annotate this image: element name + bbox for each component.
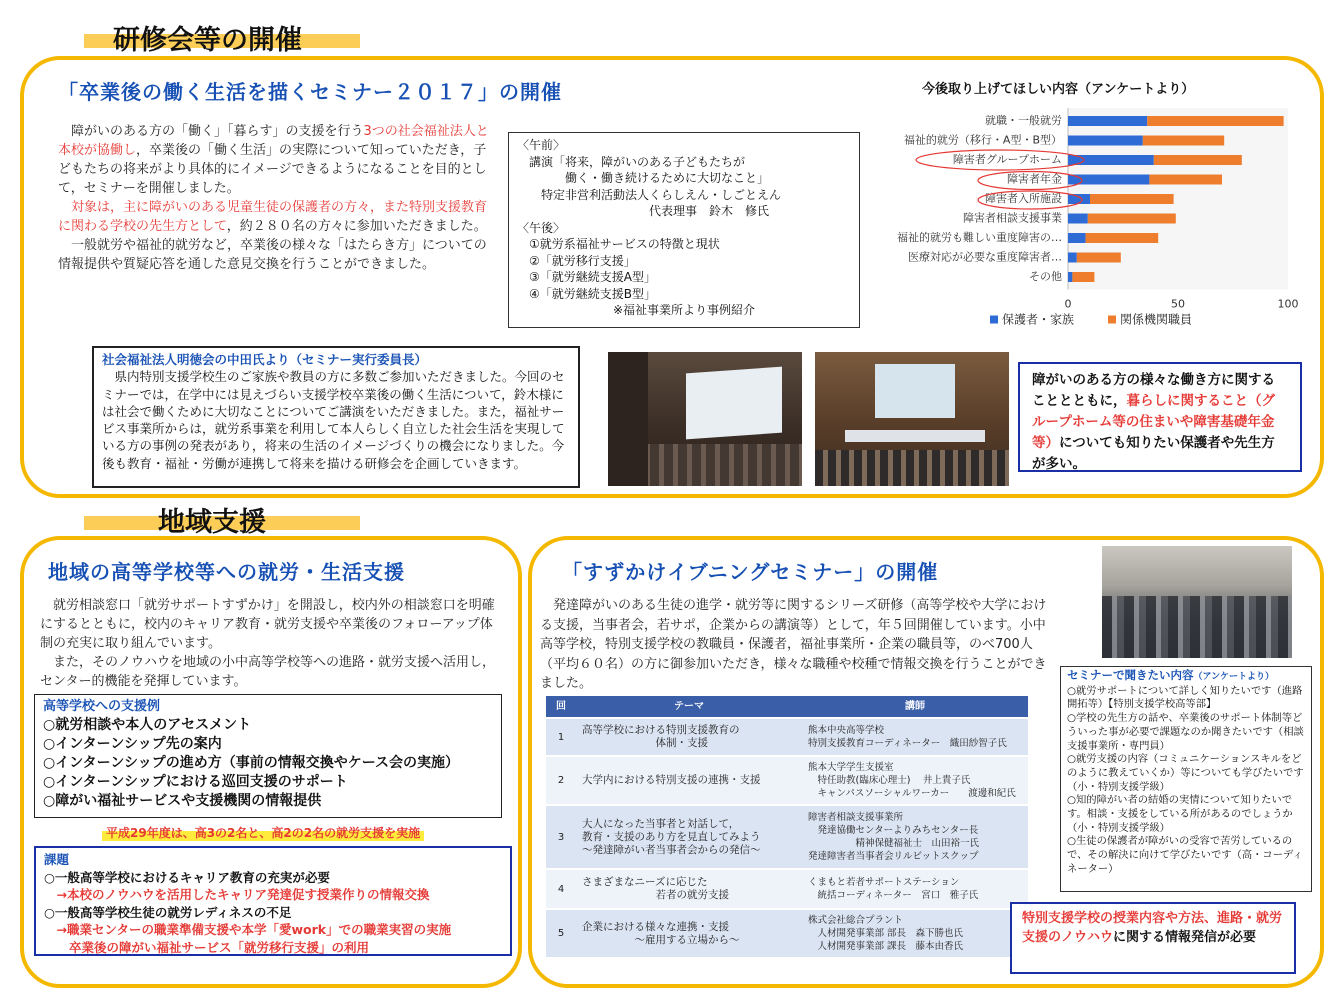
table-row bbox=[546, 756, 1028, 805]
table-cell-theme: 大人になった当事者と対話して， 教育・支援のあり方を見直してみよう ～発達障がい者当事者会からの発信～ bbox=[576, 805, 802, 869]
want-item: ○就労サポートについて詳しく知りたいです（進路開拓等）【特別支援学校高等部】 bbox=[1067, 684, 1303, 711]
program-line: ※福祉事業所より事例紹介 bbox=[517, 303, 756, 317]
chart-category-label: 医療対応が必要な重度障害者… bbox=[908, 250, 1062, 264]
chart-bar-staff bbox=[1149, 175, 1222, 185]
chart-bar-staff bbox=[1086, 233, 1159, 243]
evening-title: 「すずかけイブニングセミナー」の開催 bbox=[562, 560, 939, 584]
program-line: ③「就労継続支援A型」 bbox=[517, 270, 656, 284]
table-cell-speaker: くまもと若者サポートステーション 統括コーディネーター 宮口 雅子氏 bbox=[802, 869, 1028, 909]
chart-category-label: 障害者相談支援事業 bbox=[963, 211, 1062, 225]
table-cell-theme: 大学内における特別支援の連携・支援 bbox=[576, 756, 802, 805]
issue-item: →職業センターの職業準備支援や本学「愛work」での職業実習の実施 bbox=[44, 922, 452, 937]
seminar-photo-2 bbox=[815, 352, 1009, 486]
issues-title: 課題 bbox=[44, 852, 70, 867]
section-title-training: 研修会等の開催 bbox=[113, 25, 302, 56]
example-item: ○障がい福祉サービスや支援機関の情報提供 bbox=[43, 793, 322, 809]
chart-tick-label: 100 bbox=[1277, 297, 1299, 311]
th-speaker: 講師 bbox=[905, 701, 925, 712]
table-row bbox=[546, 718, 1028, 756]
chart-category-label: 福祉的就労（移行・A型・B型） bbox=[903, 133, 1062, 147]
table-row bbox=[546, 909, 1028, 957]
chart-bar-staff bbox=[1072, 272, 1094, 282]
examples-list bbox=[43, 716, 493, 811]
issue-item: 卒業後の障がい福祉サービス「就労移行支援」の利用 bbox=[44, 939, 370, 955]
chart-category-label: 障害者入所施設 bbox=[985, 192, 1062, 205]
comment-body: 県内特別支援学校生のご家族や教員の方に多数ご参加いただきました。今回のセミナーでは，在学中には見えづらい支援学校卒業後の働く生活について，鈴木様には社会で働くために大切なことについてご講演をいただきました。また，福祉サービス事業所からは，就労系事業を利用して本人らしく自立した社会生活を実現している方の事例の発表があり，将来の生活のイメージづくりの機会になりました。今後も教育・福祉・労働が連携して将来を描ける研修会を企画していきます。 bbox=[102, 369, 565, 471]
chart-tick-label: 0 bbox=[1064, 297, 1072, 311]
chart-legend-label: 関係機関職員 bbox=[1120, 312, 1193, 327]
table-cell-speaker: 熊本中央高等学校 特別支援教育コーディネーター 織田紗智子氏 bbox=[802, 718, 1028, 756]
example-item: ○インターンシップの進め方（事前の情報交換やケース会の実施） bbox=[43, 755, 460, 771]
seminar-note: 障がいのある方の様々な働き方に関することとともに，暮らしに関すること（グループホーム等の住まいや障害基礎年金等）についても知りたい保護者や先生方が多い。 bbox=[1018, 362, 1302, 472]
section-title-regional: 地域支援 bbox=[158, 507, 266, 538]
want-item: ○学校の先生方の話や、卒業後のサポート体制等どういった事が必要で課題なのか聞きたいです（相談支援事業所・専門員） bbox=[1067, 712, 1304, 752]
want-item: ○知的障がい者の結婚の実情について知りたいです。相談・支援をしている所があるのでしょうか（小・特別支援学級） bbox=[1067, 794, 1293, 834]
support-highlight: 平成29年度は、高3の2名と、高2の2名の就労支援を実施 bbox=[102, 824, 424, 841]
th-theme: テーマ bbox=[674, 701, 704, 712]
support-issues bbox=[34, 846, 512, 956]
issue-item: ○一般高等学校におけるキャリア教育の充実が必要 bbox=[44, 869, 330, 885]
chart-category-label: 福祉的就労も難しい重度障害の… bbox=[897, 231, 1062, 244]
issues-list bbox=[44, 869, 502, 957]
table-cell-theme: 企業における様々な連携・支援 ～雇用する立場から～ bbox=[576, 909, 802, 957]
program-line: 〈午前〉 bbox=[517, 138, 566, 152]
program-line: ④「就労継続支援B型」 bbox=[517, 286, 656, 301]
th-no: 回 bbox=[556, 701, 566, 712]
chart-category-label: その他 bbox=[1029, 270, 1062, 283]
chart-category-label: 障害者年金 bbox=[1007, 172, 1062, 186]
table-cell-theme: さまざまなニーズに応じた 若者の就労支援 bbox=[576, 869, 802, 909]
example-item: ○インターンシップ先の案内 bbox=[43, 736, 222, 752]
chart-bar-staff bbox=[1143, 136, 1224, 146]
support-description: 就労相談窓口「就労サポートすずかけ」を開設し，校内外の相談窓口を明確にするとともに，校内のキャリア教育・就労支援や卒業後のフォローアップ体制の充実に取り組んでいます。 また，そのノウハウを地域の小中高等学校等への進路・就労支援へ活用し，センター的機能を発揮しています。 bbox=[40, 598, 496, 689]
comment-title: 社会福祉法人明徳会の中田氏より（セミナー実行委員長） bbox=[102, 352, 428, 367]
chart-bar-guardian bbox=[1068, 155, 1154, 165]
chart-legend-swatch bbox=[1108, 316, 1116, 324]
chart-legend-label: 保護者・家族 bbox=[1002, 312, 1075, 327]
program-line: ②「就労移行支援」 bbox=[517, 253, 636, 268]
issue-item: ○一般高等学校生徒の就労レディネスの不足 bbox=[44, 904, 292, 920]
seminar-wants bbox=[1060, 666, 1312, 892]
program-line: 講演「将来，障がいのある子どもたちが bbox=[517, 154, 746, 169]
program-line: 〈午後〉 bbox=[517, 220, 566, 235]
table-row bbox=[546, 805, 1028, 869]
issue-item: →本校のノウハウを活用したキャリア発達促す授業作りの情報交換 bbox=[44, 887, 430, 902]
chart-bar-staff bbox=[1088, 214, 1176, 224]
table-cell-no: 1 bbox=[546, 718, 576, 756]
table-cell-no: 3 bbox=[546, 805, 576, 869]
chart-bar-guardian bbox=[1068, 233, 1086, 243]
chart-bar-staff bbox=[1154, 155, 1242, 165]
chart-tick-label: 50 bbox=[1171, 297, 1185, 311]
seminar-program bbox=[508, 132, 860, 328]
seminar-description: 障がいのある方の「働く」「暮らす」の支援を行う3つの社会福祉法人と本校が協働し，卒業後の「働く生活」の実際について知っていただき，子どもたちの将来がより具体的にイメージできるようになることを目的として，セミナーを開催しました。 対象は，主に障がいのある児童生徒の保護者の方々，また特別支援教育に関わる学校の先生方として，約２８０名の方々に参加いただきました。 一般就労や福祉的就労など，卒業後の様々な「はたらき方」についての情報提供や質疑応答を通した意見交換を行うことができました。 bbox=[58, 124, 489, 272]
chart-bar-guardian bbox=[1068, 272, 1072, 282]
evening-photo bbox=[1102, 546, 1292, 658]
program-line: ①就労系福祉サービスの特徴と現状 bbox=[517, 237, 720, 251]
program-line: 働く・働き続けるために大切なこと」 bbox=[517, 171, 770, 185]
table-cell-no: 5 bbox=[546, 909, 576, 957]
seminar-photo-1 bbox=[608, 352, 802, 486]
chart-bar-guardian bbox=[1068, 116, 1147, 126]
chart-legend-swatch bbox=[990, 316, 998, 324]
support-examples bbox=[34, 694, 502, 818]
wants-title: セミナーで聞きたい内容 bbox=[1067, 668, 1194, 682]
table-cell-speaker: 株式会社総合プラント 人材開発事業部 部長 森下勝也氏 人材開発事業部 課長 藤本由香氏 bbox=[802, 909, 1028, 957]
evening-description: 発達障がいのある生徒の進学・就労等に関するシリーズ研修（高等学校や大学における支援，当事者会，若サポ，企業からの講演等）として，年５回開催しています。小中高等学校，特別支援学校の教職員・保護者，福祉事業所・企業の職員等，のべ700人（平均６０名）の方に御参加いただき，様々な職種や校種で情報交換を行うことができました。 bbox=[540, 598, 1047, 691]
example-item: ○インターンシップにおける巡回支援のサポート bbox=[43, 774, 348, 790]
program-lines bbox=[517, 137, 851, 319]
example-item: ○就労相談や本人のアセスメント bbox=[43, 717, 252, 733]
chart-bar-staff bbox=[1147, 116, 1283, 126]
table-cell-no: 4 bbox=[546, 869, 576, 909]
chart-bar-staff bbox=[1090, 194, 1174, 204]
want-item: ○生徒の保護者が障がいの受容で苦労しているので、その解決に向けて学びたいです（高・コーディネーター） bbox=[1067, 835, 1303, 875]
table-cell-speaker: 障害者相談支援事業所 発達協働センターよりみちセンター長 精神保健福祉士 山田裕一氏 発達障害者当事者会リルビットスクップ bbox=[802, 805, 1028, 869]
survey-chart bbox=[860, 100, 1320, 330]
chart-bar-guardian bbox=[1068, 136, 1143, 146]
evening-need: 特別支援学校の授業内容や方法、進路・就労支援のノウハウに関する情報発信が必要 bbox=[1010, 902, 1296, 974]
chart-category-label: 障害者グループホーム bbox=[952, 153, 1062, 166]
chart-title: 今後取り上げてほしい内容（アンケートより） bbox=[922, 82, 1195, 97]
table-row bbox=[546, 869, 1028, 909]
chart-bar-guardian bbox=[1068, 253, 1077, 263]
seminar-title: 「卒業後の働く生活を描くセミナー２０１７」の開催 bbox=[58, 80, 562, 104]
support-title: 地域の高等学校等への就労・生活支援 bbox=[48, 560, 405, 584]
program-line: 代表理事 鈴木 修氏 bbox=[517, 204, 770, 218]
chart-bar-staff bbox=[1077, 253, 1121, 263]
chart-category-label: 就職・一般就労 bbox=[985, 114, 1062, 127]
wants-list bbox=[1067, 685, 1305, 877]
evening-table bbox=[546, 696, 1028, 956]
table-cell-no: 2 bbox=[546, 756, 576, 805]
comment-box bbox=[92, 346, 580, 488]
wants-subtitle: （アンケートより） bbox=[1193, 672, 1274, 682]
examples-title: 高等学校への支援例 bbox=[43, 699, 161, 714]
chart-bar-guardian bbox=[1068, 214, 1088, 224]
program-line: 特定非営利活動法人くらしえん・しごとえん bbox=[517, 187, 782, 202]
table-cell-speaker: 熊本大学学生支援室 特任助教(臨床心理士) 井上貴子氏 キャンパスソーシャルワーカー 渡邊和紀氏 bbox=[802, 756, 1028, 805]
want-item: ○就労支援の内容（コミュニケーションスキルをどのように教えていくか）等についても学びたいです（小・特別支援学級） bbox=[1067, 753, 1304, 793]
table-cell-theme: 高等学校における特別支援教育の 体制・支援 bbox=[576, 718, 802, 756]
